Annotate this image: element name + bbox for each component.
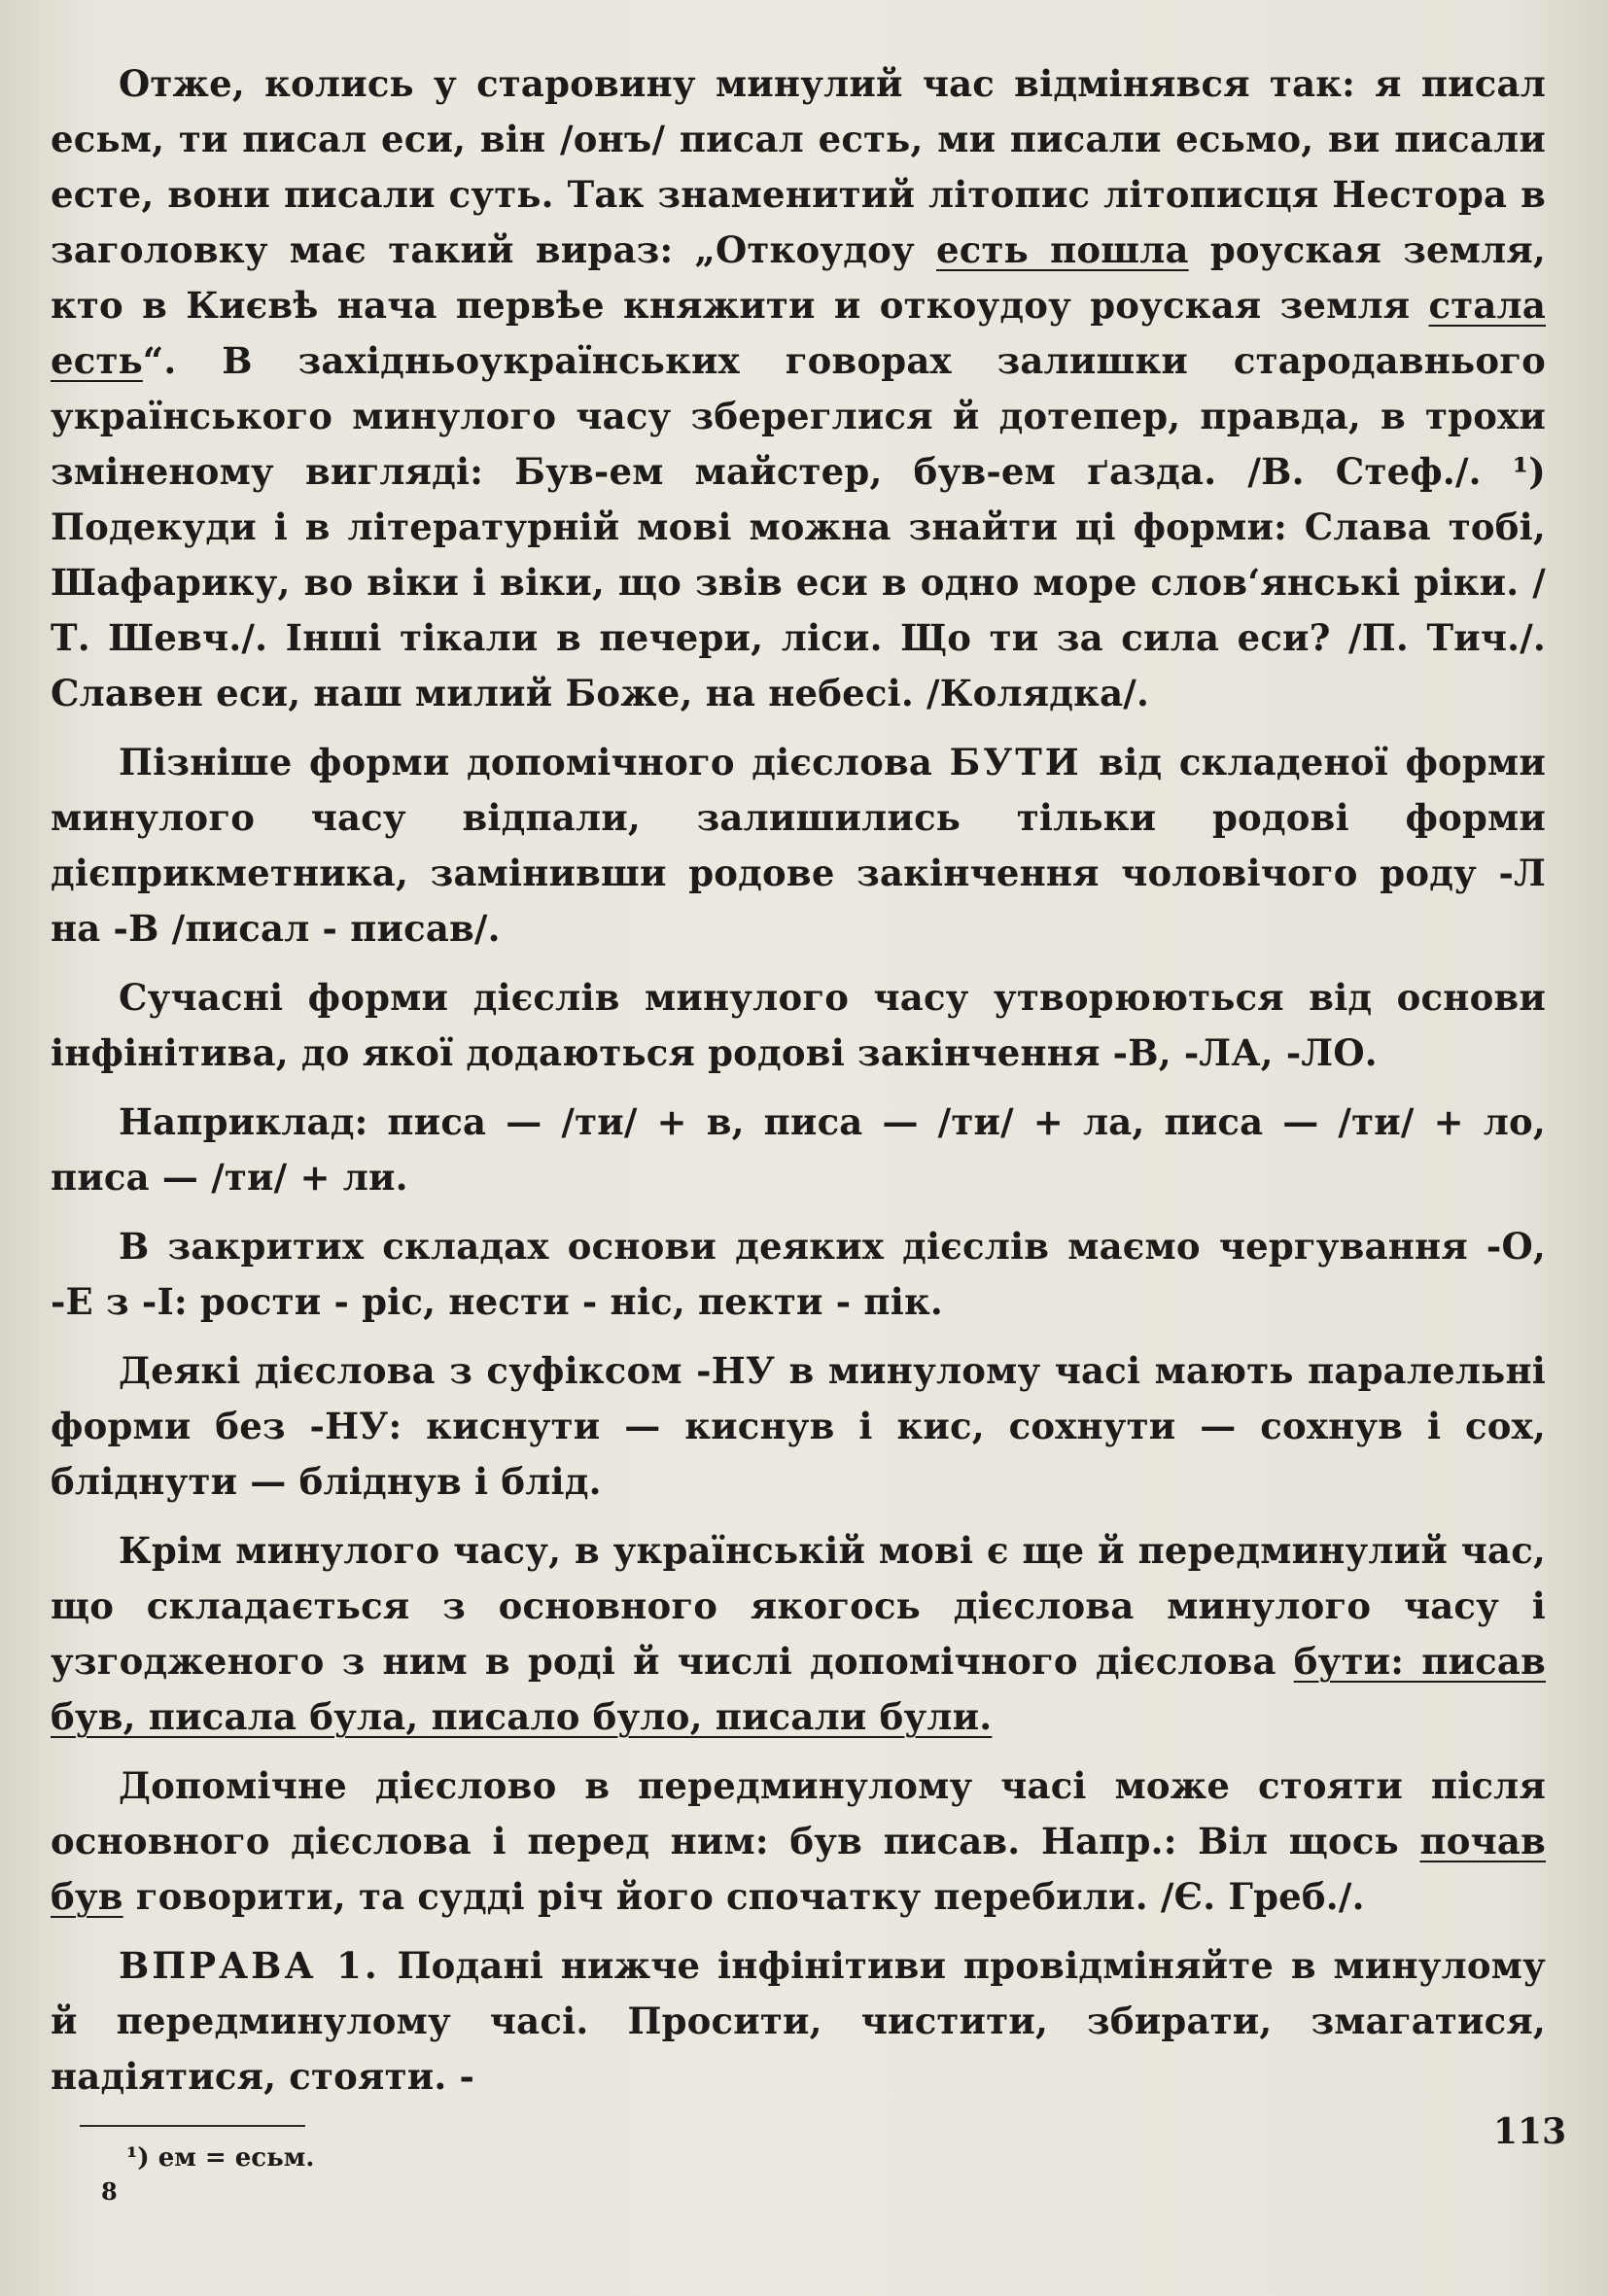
text-segment: від складеної форми минулого часу відпали, залишились тільки родові форми дієприкметника, замінивши родове закінчення чоловічого роду -Л на -В /писал - писав/. [51, 741, 1546, 950]
text-segment: Сучасні форми дієслів минулого часу утворюються від основи інфінітива, до якої додаються родові закінчення -В, -ЛА, -ЛО. [51, 976, 1546, 1074]
text-segment: ВПРАВА 1. [119, 1944, 380, 1987]
paragraph [51, 56, 1546, 721]
text-segment: БУТИ [949, 741, 1082, 783]
text-segment: Пізніше форми допомічного дієслова [119, 741, 950, 783]
text-segment: Подані нижче інфінітиви провідміняйте в минулому й передминулому часі. Просити, чистити, збирати, змагатися, надіятися, стояти. - [51, 1944, 1546, 2098]
text-segment: Крім минулого часу, в українській мові є ще й передминулий час, що складається з основного якогось дієслова минулого часу і узгодженого з ним в роді й числі допомічного дієслова [51, 1529, 1546, 1683]
text-segment: В закритих складах основи деяких дієслів маємо чергування -О, -Е з -І: рости - ріс, нести - ніс, пекти - пік. [51, 1225, 1546, 1323]
footnote: ¹) ем = есьм. [126, 2143, 315, 2173]
paragraph [51, 970, 1546, 1081]
underlined-text: почав був [51, 1820, 1546, 1918]
paragraph [51, 1219, 1546, 1330]
text-segment: “. В західньоукраїнських говорах залишки стародавнього українського минулого часу збереглися й дотепер, правда, в трохи зміненому вигляді: Був-ем майстер, був-ем ґазда. /В. Стеф./. ¹) Подекуди і в літературній мові можна знайти ці форми: Слава тобі, Шафарику, во віки і віки, що звів еси в одно море слов‘янські ріки. /Т. Шевч./. Інші тікали в печери, ліси. Що ти за сила еси? /П. Тич./. Славен еси, наш милий Боже, на небесі. /Колядка/. [51, 339, 1546, 714]
paragraph [51, 1758, 1546, 1925]
underlined-text: стала есть [51, 284, 1546, 382]
main-text [51, 56, 1546, 2118]
paragraph [51, 1343, 1546, 1510]
text-segment: Допомічне дієслово в передминулому часі може стояти після основного дієслова і перед ним: був писав. Напр.: Віл щось [51, 1764, 1546, 1862]
paragraph [51, 1523, 1546, 1745]
text-segment: роуская земля, кто в Києвѣ нача первѣе княжити и откоудоу роуская земля [51, 228, 1547, 327]
paragraph [51, 735, 1546, 957]
text-segment: Наприклад: писа — /ти/ + в, писа — /ти/ + ла, писа — /ти/ + ло, писа — /ти/ + ли. [51, 1100, 1546, 1199]
underlined-text: бути: писав був, писала була, писало було, писали були. [51, 1640, 1546, 1738]
text-segment: говорити, та судді річ його спочатку перебили. /Є. Греб./. [122, 1875, 1365, 1918]
underlined-text: есть пошла [936, 228, 1189, 271]
page-number: 113 [1493, 2111, 1567, 2152]
signature-mark: 8 [101, 2177, 118, 2206]
text-segment: Отже, колись у старовину минулий час відмінявся так: я писал есьм, ти писал еси, він /онъ/ писал есть, ми писали есьмо, ви писали есте, вони писали суть. Так знаменитий літопис літописця Нестора в заголовку має такий вираз: „Откоудоу [51, 62, 1546, 271]
paragraph [51, 1095, 1546, 1205]
footnote-divider [80, 2125, 305, 2127]
paragraph [51, 1938, 1546, 2105]
text-segment: Деякі дієслова з суфіксом -НУ в минулому часі мають паралельні форми без -НУ: киснути — киснув і кис, сохнути — сохнув і сох, бліднути — бліднув і блід. [51, 1349, 1546, 1503]
